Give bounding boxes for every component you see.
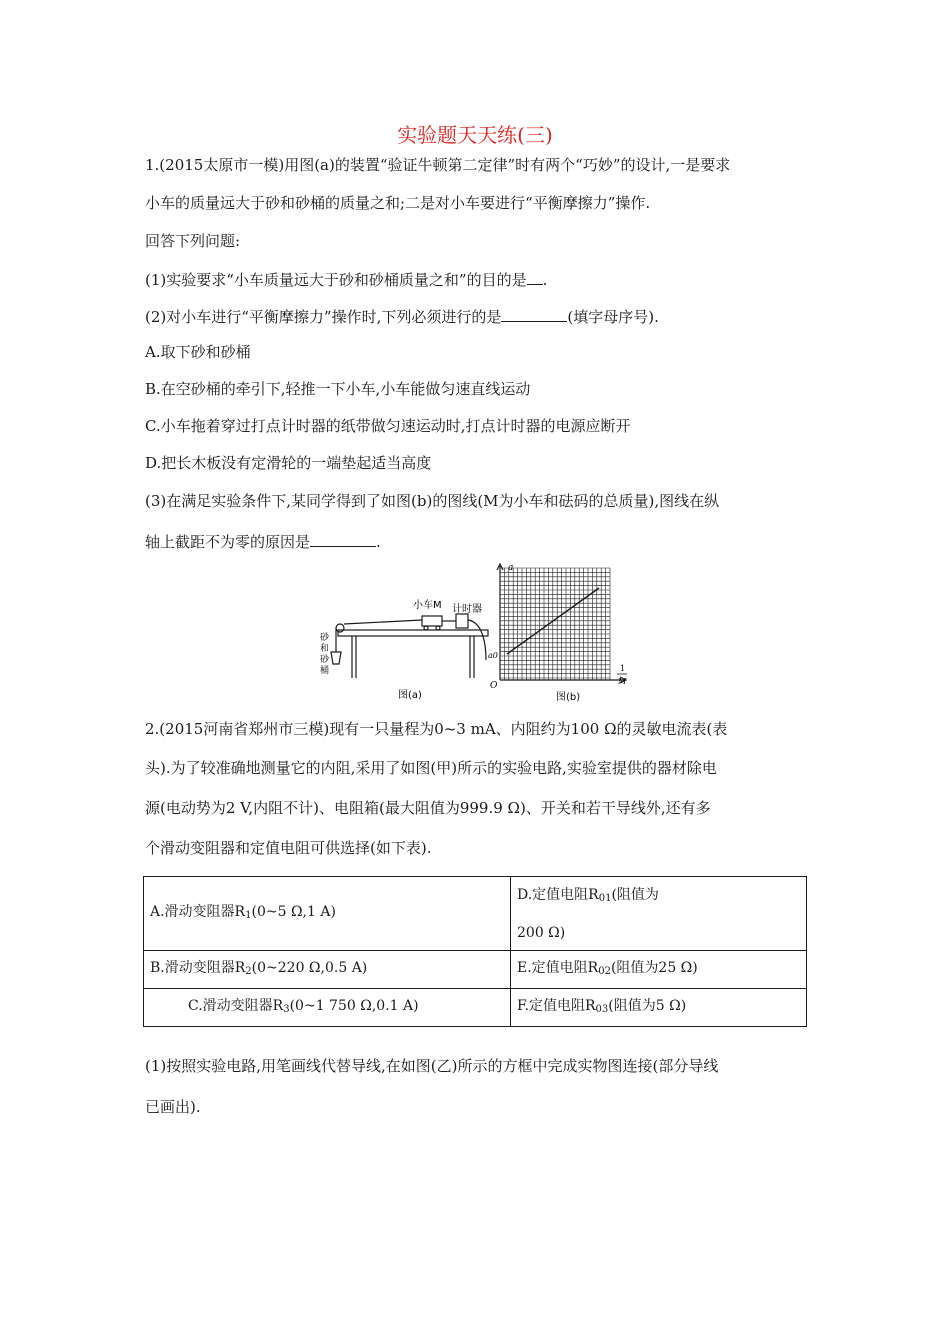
table-cell-c — [144, 989, 511, 1027]
cell-b-range: (0~220 Ω,0.5 A) — [251, 959, 368, 976]
cell-b-sub: 2 — [245, 965, 252, 977]
bucket-label-1: 砂 — [320, 633, 330, 643]
table-row — [144, 877, 807, 951]
sand-bucket — [331, 652, 341, 664]
timer — [456, 614, 468, 628]
y-axis-label: a — [508, 563, 514, 573]
q1-option-d: D.把长木板没有定滑轮的一端垫起适当高度 — [145, 454, 432, 472]
q1-part-2-text: (2)对小车进行“平衡摩擦力”操作时,下列必须进行的是 — [145, 308, 502, 326]
q1-option-b: B.在空砂桶的牵引下,轻推一下小车,小车能做匀速直线运动 — [145, 380, 531, 398]
cell-d-text: D.定值电阻R — [517, 886, 599, 903]
q1-part-3-end: . — [376, 533, 381, 551]
cell-f-text: F.定值电阻R — [517, 997, 596, 1014]
q1-part-1 — [145, 268, 547, 290]
cell-e-value: (阻值为25 Ω) — [610, 959, 698, 976]
cell-d-sub: 01 — [598, 892, 612, 904]
page-title: 实验题天天练(三) — [397, 123, 553, 147]
q1-stem-line-1: 1.(2015太原市一模)用图(a)的装置“验证牛顿第二定律”时有两个“巧妙”的设计,一是要求 — [145, 156, 731, 174]
cell-c-range: (0~1 750 Ω,0.1 A) — [289, 997, 419, 1014]
table-cell-b — [144, 951, 511, 989]
q1-part-3-line-1: (3)在满足实验条件下,某同学得到了如图(b)的图线(M为小车和砝码的总质量),图线在纵 — [145, 492, 720, 510]
bucket-label-4: 桶 — [320, 666, 330, 676]
table-row — [144, 989, 807, 1027]
cell-f-sub: 03 — [595, 1003, 609, 1015]
q2-stem-line-3: 源(电动势为2 V,内阻不计)、电阻箱(最大阻值为999.9 Ω)、开关和若干导线外,还有多 — [145, 799, 711, 817]
q1-part-3-line-2 — [145, 530, 381, 552]
cell-d-value: 200 Ω) — [517, 924, 566, 941]
q2-stem-line-2: 头).为了较准确地测量它的内阻,采用了如图(甲)所示的实验电路,实验室提供的器材除电 — [145, 759, 717, 777]
q2-part-1-line-2: 已画出). — [145, 1098, 201, 1116]
figure-a-apparatus — [310, 590, 500, 702]
caption-b: 图(b) — [556, 692, 581, 703]
x-axis-denominator: M — [618, 677, 627, 686]
cell-a-sub: 1 — [245, 909, 252, 921]
q1-part-2 — [145, 305, 659, 327]
bucket-label-3: 砂 — [320, 655, 330, 665]
table-cell-e — [511, 951, 807, 989]
cell-d-post: (阻值为 — [611, 886, 659, 903]
q1-option-c: C.小车拖着穿过打点计时器的纸带做匀速运动时,打点计时器的电源应断开 — [145, 417, 631, 435]
origin-label: O — [490, 681, 498, 691]
caption-a: 图(a) — [398, 690, 422, 701]
cell-f-value: (阻值为5 Ω) — [608, 997, 687, 1014]
table-cell-f — [511, 989, 807, 1027]
cell-e-sub: 02 — [598, 965, 611, 977]
answer-blank-3[interactable] — [310, 530, 376, 547]
car — [422, 616, 442, 626]
q1-part-1-end: . — [542, 271, 548, 289]
figure-b-graph — [478, 560, 638, 705]
q2-stem-line-4: 个滑动变阻器和定值电阻可供选择(如下表). — [145, 839, 432, 857]
q1-option-a: A.取下砂和砂桶 — [145, 343, 251, 361]
cell-a-range: (0~5 Ω,1 A) — [251, 903, 336, 920]
cell-a-text: A.滑动变阻器R — [150, 903, 246, 920]
cell-b-text: B.滑动变阻器R — [150, 959, 246, 976]
cell-c-sub: 3 — [283, 1003, 290, 1015]
intercept-label: a0 — [488, 651, 498, 660]
q2-part-1-line-1: (1)按照实验电路,用笔画线代替导线,在如图(乙)所示的方框中完成实物图连接(部分导线 — [145, 1057, 719, 1075]
cell-e-text: E.定值电阻R — [517, 959, 599, 976]
q1-stem-line-2: 小车的质量远大于砂和砂桶的质量之和;二是对小车要进行“平衡摩擦力”操作. — [145, 194, 651, 212]
cell-c-text: C.滑动变阻器R — [188, 997, 284, 1014]
q1-part-3-text: 轴上截距不为零的原因是 — [145, 533, 311, 551]
graph-grid — [500, 568, 610, 680]
q1-part-2-end: (填字母序号). — [567, 308, 659, 326]
x-axis-numerator: 1 — [620, 664, 626, 673]
car-label: 小车M — [413, 600, 442, 611]
answer-blank-1[interactable] — [527, 268, 543, 285]
bucket-label-2: 和 — [320, 644, 330, 654]
q2-stem-line-1: 2.(2015河南省郑州市三模)现有一只量程为0~3 mA、内阻约为100 Ω的灵敏电流表(表 — [145, 720, 728, 738]
timer-label: 计时器 — [452, 604, 482, 615]
q1-part-1-text: (1)实验要求“小车质量远大于砂和砂桶质量之和”的目的是 — [145, 271, 527, 289]
table-row — [144, 951, 807, 989]
table-top — [338, 630, 488, 636]
table-cell-d — [511, 877, 807, 951]
answer-blank-2[interactable] — [501, 305, 567, 322]
equipment-table — [143, 876, 807, 1027]
q1-prompt: 回答下列问题: — [145, 232, 241, 250]
table-cell-a — [144, 877, 511, 951]
